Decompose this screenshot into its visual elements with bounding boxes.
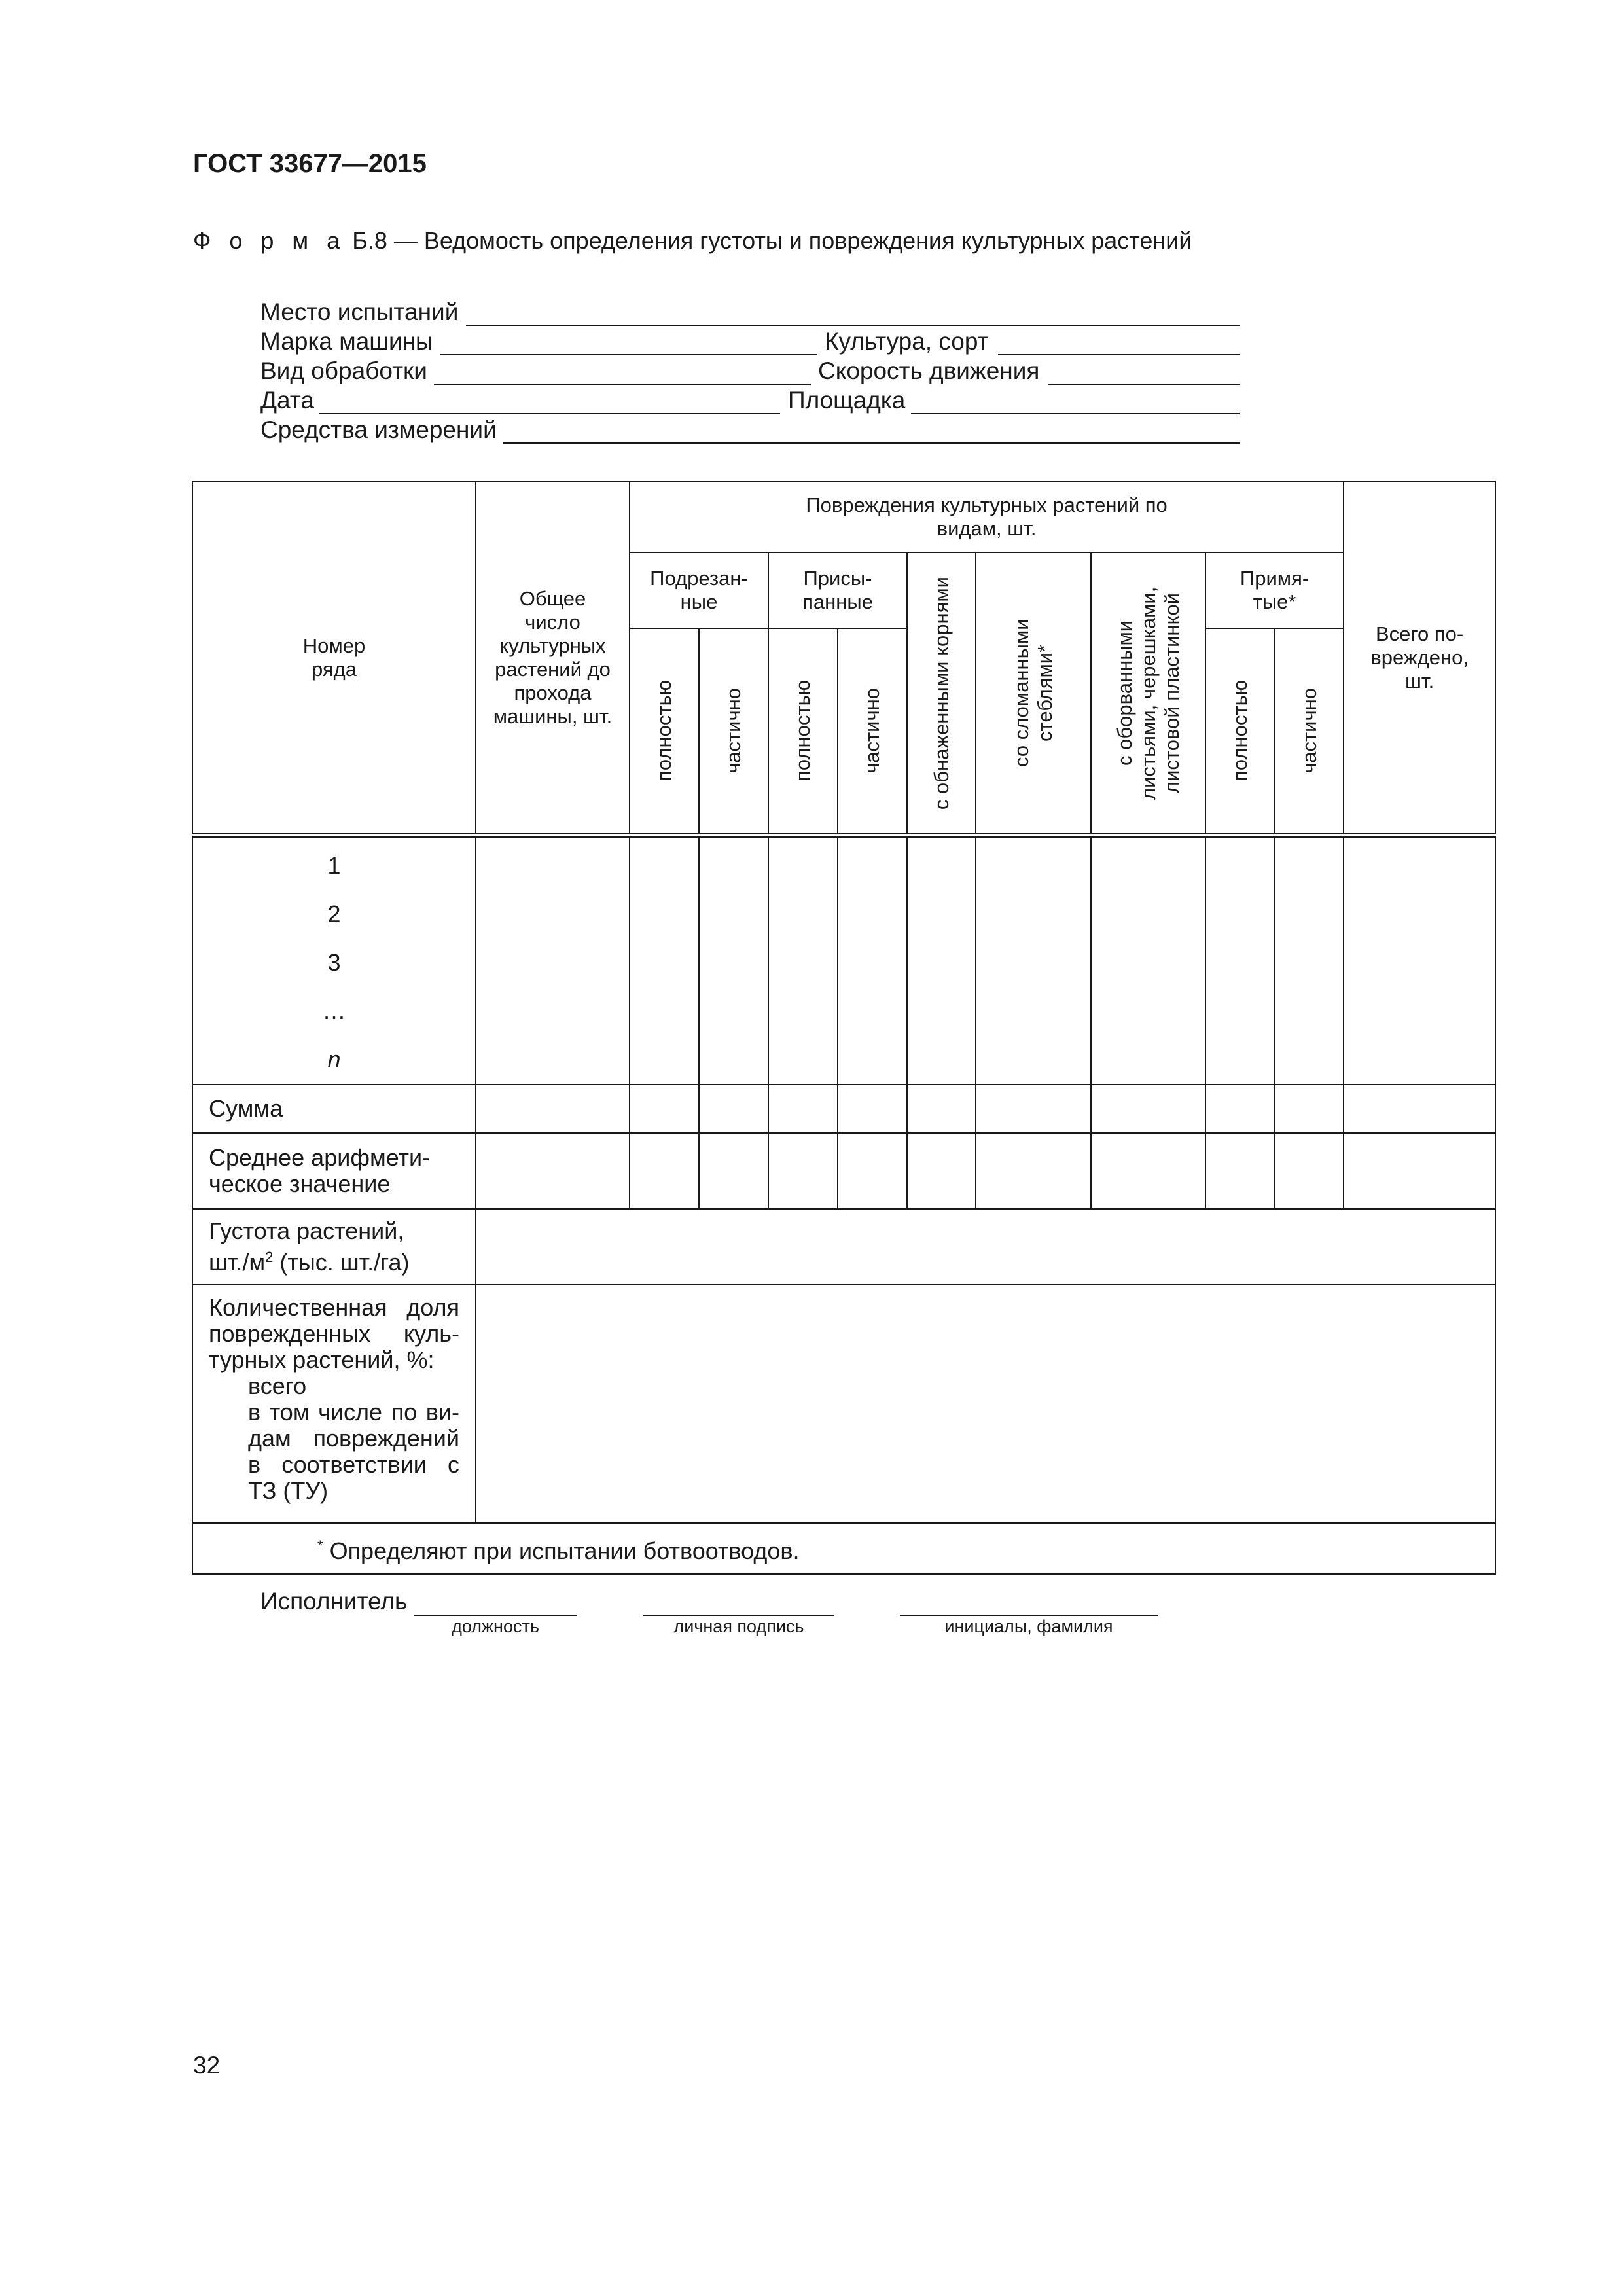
data-cell[interactable] — [699, 835, 768, 1085]
density-row — [192, 1209, 1495, 1285]
position-line[interactable] — [414, 1615, 577, 1616]
data-cell[interactable] — [907, 1133, 976, 1209]
field-treatment-speed — [260, 357, 1242, 387]
header-total-plants: Общее число культурных растений до прохода машины, шт. — [476, 482, 630, 835]
field-place-blank[interactable] — [466, 325, 1240, 326]
data-cell[interactable] — [1344, 1085, 1495, 1133]
data-cell[interactable] — [1205, 1085, 1275, 1133]
data-cell[interactable] — [907, 835, 976, 1085]
data-cell[interactable] — [838, 1085, 907, 1133]
header-row-1 — [192, 482, 1495, 552]
data-cell[interactable] — [768, 1133, 838, 1209]
field-machine-label: Марка машины — [260, 328, 433, 355]
field-treatment-blank[interactable] — [434, 384, 811, 385]
share-value[interactable] — [476, 1285, 1495, 1523]
data-cell[interactable] — [1091, 1133, 1205, 1209]
header-buried-fully: полностью — [768, 628, 838, 835]
data-cell[interactable] — [838, 835, 907, 1085]
field-machine-crop — [260, 327, 1242, 357]
header-crushed-partly: частично — [1275, 628, 1344, 835]
position-caption: должность — [452, 1617, 539, 1636]
field-instruments — [260, 416, 1242, 446]
field-treatment-label: Вид обработки — [260, 357, 427, 384]
data-cell[interactable] — [1205, 835, 1275, 1085]
share-label: Количественная доля поврежденных куль-турных растений, %: всего в том числе по ви-дам повреждений в соответствии с ТЗ (ТУ) — [192, 1285, 476, 1523]
data-cell[interactable] — [1275, 835, 1344, 1085]
data-cell[interactable] — [1275, 1085, 1344, 1133]
signature-label: Исполнитель — [260, 1588, 408, 1615]
data-cell[interactable] — [768, 1085, 838, 1133]
share-row — [192, 1285, 1495, 1523]
document-title: ГОСТ 33677—2015 — [193, 149, 427, 178]
header-torn-leaves: с оборванными листьями, черешками, листовой пластинкой — [1091, 552, 1205, 835]
header-cut: Подрезан-ные — [630, 552, 768, 628]
data-cell[interactable] — [907, 1085, 976, 1133]
density-label: Густота растений, $шт./м^2$ (тыс. шт./га) — [192, 1209, 476, 1285]
header-exposed-roots: с обнаженными корнями — [907, 552, 976, 835]
header-cut-fully: полностью — [630, 628, 699, 835]
field-instruments-blank[interactable] — [503, 442, 1240, 444]
data-rows — [192, 835, 1495, 1085]
header-damage-group: Повреждения культурных растений по видам, шт. — [630, 482, 1344, 552]
data-cell[interactable] — [838, 1133, 907, 1209]
sum-row — [192, 1085, 1495, 1133]
field-site-blank[interactable] — [911, 413, 1240, 414]
sign-caption: личная подпись — [673, 1617, 804, 1636]
row-number: … — [322, 997, 346, 1024]
header-buried-partly: частично — [838, 628, 907, 835]
page-number: 32 — [193, 2052, 221, 2079]
mean-label: Среднее арифмети-ческое значение — [192, 1133, 476, 1209]
data-cell[interactable] — [976, 1085, 1091, 1133]
sum-label: Сумма — [192, 1085, 476, 1133]
row-numbers — [192, 835, 476, 1085]
field-site-label: Площадка — [788, 387, 906, 414]
data-cell[interactable] — [630, 1133, 699, 1209]
field-speed-label: Скорость движения — [818, 357, 1040, 384]
row-number: n — [327, 1045, 341, 1073]
data-cell[interactable] — [630, 835, 699, 1085]
mean-row — [192, 1133, 1495, 1209]
field-crop-blank[interactable] — [998, 354, 1240, 355]
header-cut-partly: частично — [699, 628, 768, 835]
data-cell[interactable] — [699, 1133, 768, 1209]
header-crushed-fully: полностью — [1205, 628, 1275, 835]
name-line[interactable] — [900, 1615, 1158, 1616]
data-cell[interactable] — [1275, 1133, 1344, 1209]
data-cell[interactable] — [976, 1133, 1091, 1209]
field-date-blank[interactable] — [319, 413, 780, 414]
header-buried: Присы-панные — [768, 552, 907, 628]
header-total-damaged: Всего по-вреждено, шт. — [1344, 482, 1495, 835]
field-speed-blank[interactable] — [1048, 384, 1240, 385]
data-cell[interactable] — [699, 1085, 768, 1133]
data-cell[interactable] — [476, 835, 630, 1085]
data-cell[interactable] — [1091, 835, 1205, 1085]
field-machine-blank[interactable] — [440, 354, 817, 355]
sign-line[interactable] — [643, 1615, 834, 1616]
row-number: 3 — [327, 948, 341, 976]
data-cell[interactable] — [630, 1085, 699, 1133]
data-cell[interactable] — [1344, 1133, 1495, 1209]
row-number: 1 — [327, 852, 341, 879]
form-label: Ф о р м а — [193, 227, 346, 254]
data-cell[interactable] — [768, 835, 838, 1085]
field-crop-label: Культура, сорт — [825, 328, 989, 355]
data-cell[interactable] — [1344, 835, 1495, 1085]
data-cell[interactable] — [1091, 1085, 1205, 1133]
form-caption-text: Б.8 — Ведомость определения густоты и повреждения культурных растений — [352, 227, 1192, 254]
form-caption — [193, 227, 1192, 255]
field-date-site — [260, 386, 1242, 416]
header-crushed: Примя-тые* — [1205, 552, 1344, 628]
name-caption: инициалы, фамилия — [944, 1617, 1113, 1636]
row-number: 2 — [327, 900, 341, 927]
footnote-row — [192, 1523, 1495, 1574]
data-cell[interactable] — [476, 1133, 630, 1209]
field-place — [260, 298, 1242, 328]
data-cell[interactable] — [476, 1085, 630, 1133]
header-broken-stems: со сломанными стеблями* — [976, 552, 1091, 835]
field-instruments-label: Средства измерений — [260, 416, 497, 443]
field-date-label: Дата — [260, 387, 314, 414]
damage-table — [192, 481, 1496, 1575]
header-row-number: Номер ряда — [192, 482, 476, 835]
footnote: * Определяют при испытании ботвоотводов. — [192, 1523, 1495, 1574]
field-place-label: Место испытаний — [260, 298, 459, 325]
data-cell[interactable] — [976, 835, 1091, 1085]
density-value[interactable] — [476, 1209, 1495, 1285]
data-cell[interactable] — [1205, 1133, 1275, 1209]
